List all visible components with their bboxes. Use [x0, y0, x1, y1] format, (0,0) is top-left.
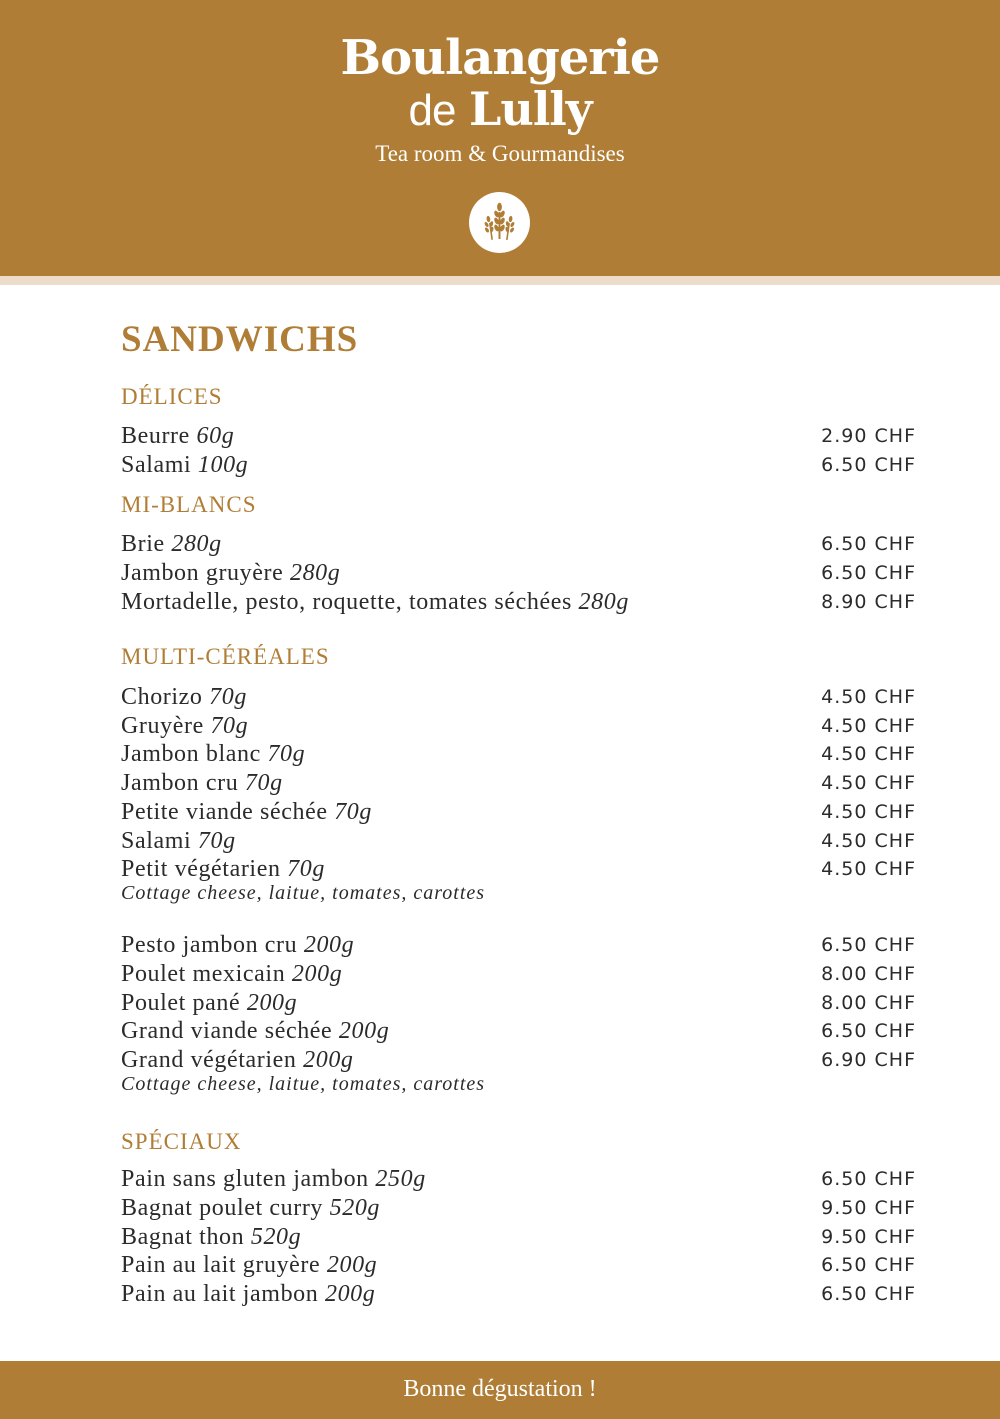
- item-name-wrap: [121, 856, 325, 883]
- item-weight: 200g: [326, 1252, 378, 1278]
- menu-item: [121, 828, 916, 857]
- item-weight: 70g: [287, 856, 325, 882]
- menu-item: [121, 423, 916, 452]
- item-name: Jambon blanc: [121, 741, 261, 767]
- item-name: Bagnat thon: [121, 1224, 245, 1250]
- menu-item: [121, 1281, 916, 1310]
- item-price: 6.50 CHF: [821, 562, 916, 584]
- item-weight: 280g: [578, 589, 629, 615]
- menu-item: [121, 1047, 916, 1076]
- menu-item: [121, 1018, 916, 1047]
- item-weight: 250g: [375, 1166, 426, 1192]
- category-multi-cereales: MULTI-CÉRÉALES: [121, 644, 330, 669]
- item-name-wrap: [121, 741, 305, 768]
- item-name: Jambon gruyère: [121, 560, 284, 586]
- brand-de: de: [408, 86, 456, 135]
- item-price: 4.50 CHF: [821, 715, 916, 737]
- item-weight: 70g: [197, 828, 236, 854]
- item-weight: 200g: [246, 990, 298, 1016]
- item-weight: 70g: [210, 713, 249, 739]
- item-weight: 70g: [267, 741, 306, 767]
- item-name-wrap: [121, 1166, 426, 1193]
- item-name: Salami: [121, 828, 192, 854]
- item-weight: 520g: [250, 1224, 302, 1250]
- item-weight: 280g: [289, 560, 341, 586]
- item-name-wrap: [121, 589, 629, 616]
- brand-name: Lully: [469, 82, 592, 136]
- item-price: 4.50 CHF: [821, 772, 916, 794]
- footer-text: Bonne dégustation !: [403, 1376, 597, 1402]
- menu-item: [121, 1166, 916, 1195]
- item-name: Brie: [121, 531, 165, 557]
- item-price: 8.00 CHF: [821, 963, 916, 985]
- item-weight: 60g: [196, 423, 235, 449]
- section-title: SANDWICHS: [121, 319, 359, 360]
- item-name-wrap: [121, 1281, 375, 1308]
- item-name: Pain au lait jambon: [121, 1281, 319, 1307]
- item-price: 6.90 CHF: [821, 1049, 916, 1071]
- logo-badge: [469, 192, 530, 253]
- menu-item: [121, 932, 916, 961]
- tagline: Tea room & Gourmandises: [375, 141, 625, 166]
- item-name: Petite viande séchée: [121, 799, 328, 825]
- item-name: Grand viande séchée: [121, 1018, 333, 1044]
- item-weight: 70g: [334, 799, 372, 825]
- menu-item: [121, 799, 916, 828]
- item-name: Petit végétarien: [121, 856, 281, 882]
- item-weight: 280g: [171, 531, 222, 557]
- item-price: 6.50 CHF: [821, 1283, 916, 1305]
- item-name: Mortadelle, pesto, roquette, tomates séchées: [121, 589, 572, 615]
- menu-item: [121, 1252, 916, 1281]
- menu-item: [121, 990, 916, 1019]
- item-name-wrap: [121, 961, 342, 988]
- item-name-wrap: [121, 423, 234, 450]
- item-name: Pesto jambon cru: [121, 932, 298, 958]
- menu-item: [121, 961, 916, 990]
- item-price: 6.50 CHF: [821, 533, 916, 555]
- item-name-wrap: [121, 1018, 389, 1045]
- brand-subtitle: [0, 82, 1000, 136]
- item-name: Grand végétarien: [121, 1047, 297, 1073]
- item-name-wrap: [121, 1047, 354, 1074]
- item-name-wrap: [121, 713, 248, 740]
- item-name-wrap: [121, 770, 283, 797]
- item-description: Cottage cheese, laitue, tomates, carottes: [121, 882, 486, 904]
- item-price: 8.90 CHF: [821, 591, 916, 613]
- header-stripe: [0, 276, 1000, 285]
- menu-item: [121, 452, 916, 481]
- item-name-wrap: [121, 560, 340, 587]
- item-name: Poulet mexicain: [121, 961, 286, 987]
- item-name: Jambon cru: [121, 770, 239, 796]
- item-name-wrap: [121, 684, 247, 711]
- item-price: 9.50 CHF: [821, 1197, 916, 1219]
- item-name: Chorizo: [121, 684, 203, 710]
- item-name: Poulet pané: [121, 990, 241, 1016]
- item-price: 4.50 CHF: [821, 858, 916, 880]
- menu-item: [121, 770, 916, 799]
- item-weight: 200g: [303, 932, 355, 958]
- item-price: 6.50 CHF: [821, 454, 916, 476]
- item-name: Beurre: [121, 423, 190, 449]
- menu-item: [121, 1195, 916, 1224]
- item-name-wrap: [121, 799, 372, 826]
- header-banner: [0, 0, 1000, 276]
- item-price: 6.50 CHF: [821, 1254, 916, 1276]
- item-weight: 200g: [324, 1281, 376, 1307]
- item-name: Pain sans gluten jambon: [121, 1166, 369, 1192]
- item-name: Pain au lait gruyère: [121, 1252, 321, 1278]
- item-weight: 70g: [209, 684, 247, 710]
- item-price: 6.50 CHF: [821, 1020, 916, 1042]
- brand-title: Boulangerie: [340, 30, 660, 86]
- item-price: 6.50 CHF: [821, 934, 916, 956]
- item-weight: 200g: [291, 961, 343, 987]
- item-price: 6.50 CHF: [821, 1168, 916, 1190]
- item-name-wrap: [121, 1195, 380, 1222]
- item-weight: 200g: [338, 1018, 390, 1044]
- menu-item: [121, 1224, 916, 1253]
- item-name: Salami: [121, 452, 192, 478]
- item-description: Cottage cheese, laitue, tomates, carottes: [121, 1073, 486, 1095]
- item-price: 9.50 CHF: [821, 1226, 916, 1248]
- item-price: 4.50 CHF: [821, 801, 916, 823]
- item-name-wrap: [121, 1224, 301, 1251]
- item-price: 4.50 CHF: [821, 686, 916, 708]
- item-price: 8.00 CHF: [821, 992, 916, 1014]
- item-name-wrap: [121, 452, 248, 479]
- item-name-wrap: [121, 531, 222, 558]
- item-name-wrap: [121, 932, 354, 959]
- item-weight: 70g: [244, 770, 283, 796]
- menu-item: [121, 856, 916, 885]
- item-weight: 200g: [303, 1047, 354, 1073]
- menu-item: [121, 531, 916, 560]
- menu-item: [121, 589, 916, 618]
- item-weight: 100g: [197, 452, 249, 478]
- footer-banner: [0, 1361, 1000, 1419]
- category-delices: DÉLICES: [121, 384, 223, 409]
- category-speciaux: SPÉCIAUX: [121, 1129, 242, 1154]
- wheat-icon: [469, 192, 530, 253]
- item-price: 4.50 CHF: [821, 743, 916, 765]
- item-weight: 520g: [329, 1195, 381, 1221]
- category-mi-blancs: MI-BLANCS: [121, 492, 257, 517]
- item-name: Bagnat poulet curry: [121, 1195, 324, 1221]
- menu-item: [121, 741, 916, 770]
- item-name-wrap: [121, 990, 297, 1017]
- item-price: 2.90 CHF: [821, 425, 916, 447]
- menu-item: [121, 684, 916, 713]
- item-name: Gruyère: [121, 713, 204, 739]
- menu-item: [121, 713, 916, 742]
- item-name-wrap: [121, 828, 236, 855]
- menu-item: [121, 560, 916, 589]
- item-name-wrap: [121, 1252, 377, 1279]
- item-price: 4.50 CHF: [821, 830, 916, 852]
